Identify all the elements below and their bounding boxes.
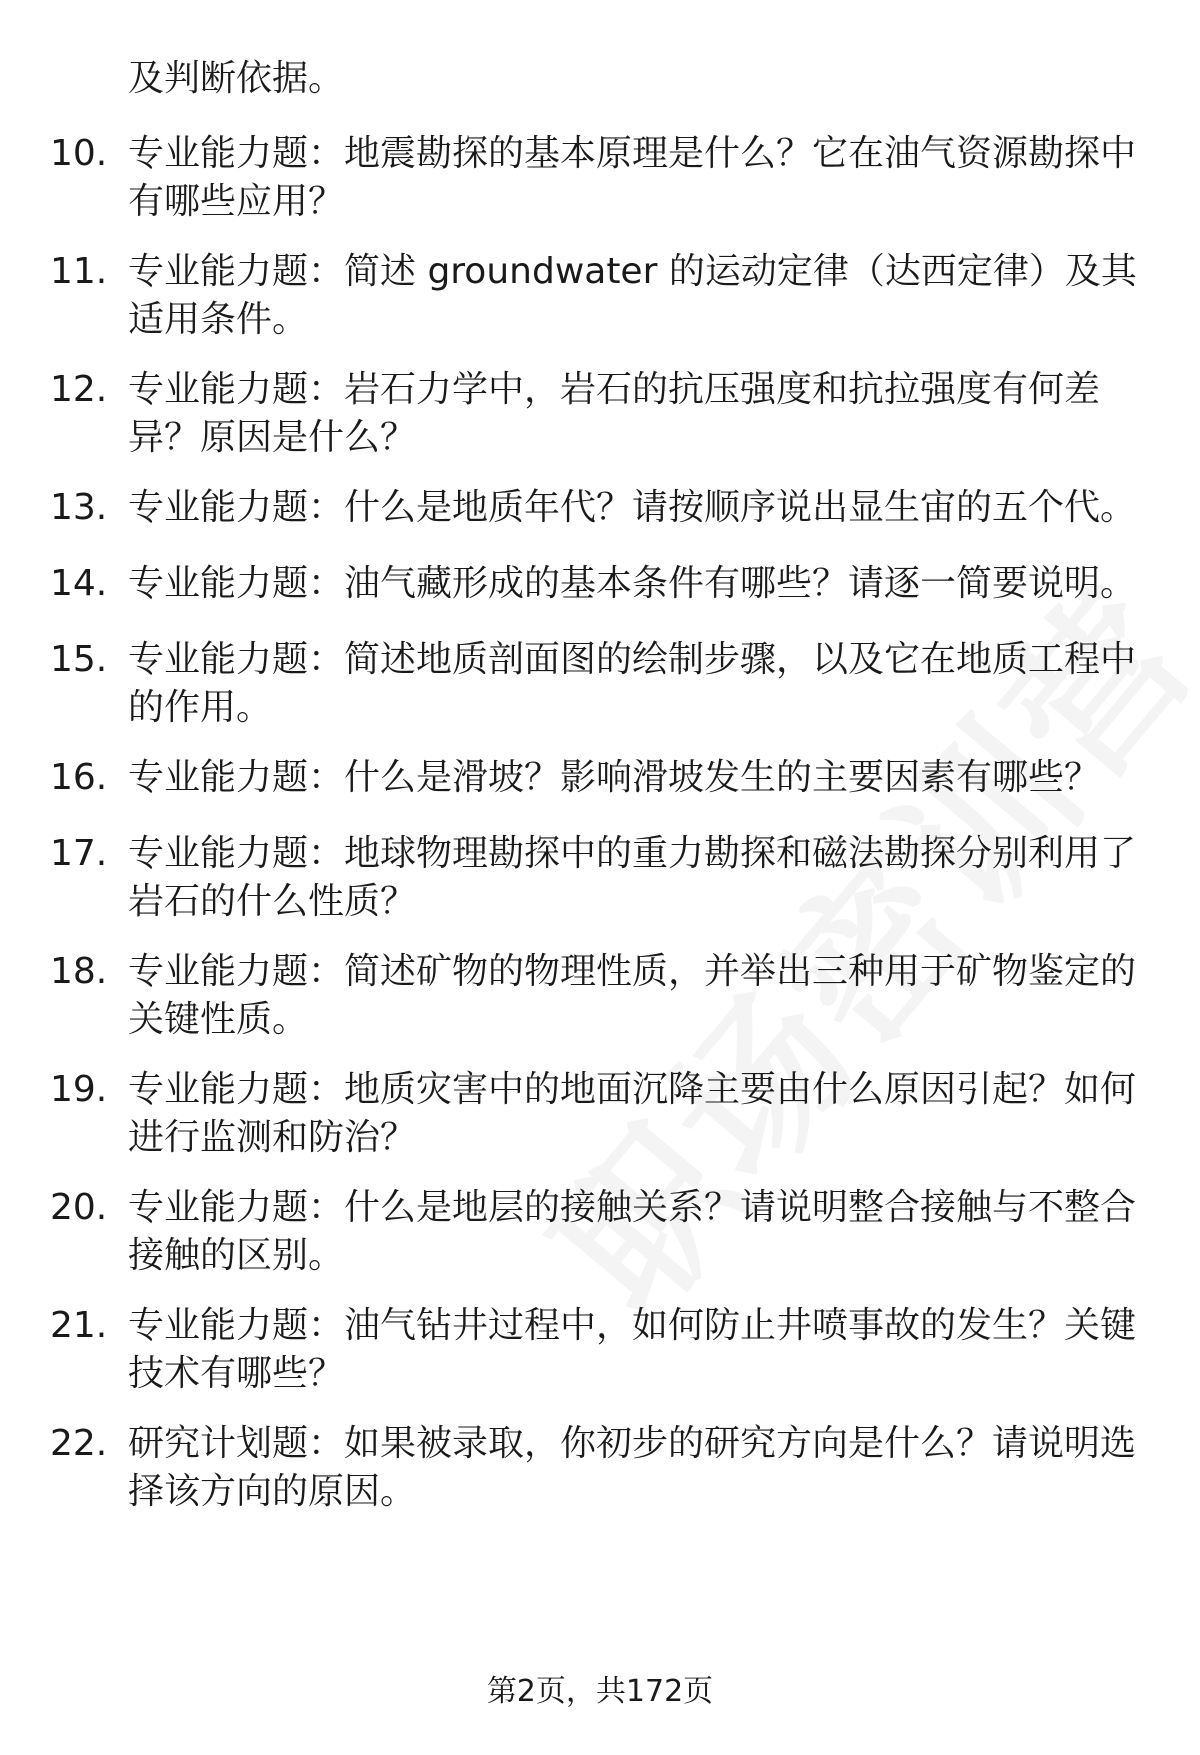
item-number: 19.: [50, 1069, 108, 1110]
item-text: 专业能力题：地震勘探的基本原理是什么？它在油气资源勘探中有哪些应用？: [128, 133, 1137, 222]
item-number: 16.: [50, 757, 108, 798]
item-text: 专业能力题：地质灾害中的地面沉降主要由什么原因引起？如何进行监测和防治？: [128, 1069, 1137, 1158]
item-number: 22.: [50, 1423, 108, 1464]
item-number: 21.: [50, 1305, 108, 1346]
item-text: 专业能力题：岩石力学中，岩石的抗压强度和抗拉强度有何差异？原因是什么？: [128, 369, 1101, 458]
item-text: 专业能力题：油气钻井过程中，如何防止井喷事故的发生？关键技术有哪些？: [128, 1305, 1137, 1394]
item-text: 专业能力题：地球物理勘探中的重力勘探和磁法勘探分别利用了岩石的什么性质？: [128, 833, 1137, 922]
item-text: 专业能力题：油气藏形成的基本条件有哪些？请逐一简要说明。: [128, 563, 1137, 604]
item-number: 12.: [50, 369, 108, 410]
continued-text: 及判断依据。: [128, 58, 345, 99]
item-text: 研究计划题：如果被录取，你初步的研究方向是什么？请说明选择该方向的原因。: [128, 1423, 1137, 1512]
item-number: 13.: [50, 487, 108, 528]
item-number: 11.: [50, 251, 108, 292]
item-text: 专业能力题：什么是滑坡？影响滑坡发生的主要因素有哪些？: [128, 757, 1101, 798]
item-number: 17.: [50, 833, 108, 874]
item-text: 专业能力题：简述地质剖面图的绘制步骤，以及它在地质工程中的作用。: [128, 639, 1137, 728]
item-number: 10.: [50, 133, 108, 174]
item-number: 18.: [50, 951, 108, 992]
item-text: 专业能力题：简述矿物的物理性质，并举出三种用于矿物鉴定的关键性质。: [128, 951, 1137, 1040]
item-number: 14.: [50, 563, 108, 604]
page-footer: 第2页，共172页: [486, 1674, 714, 1709]
item-number: 20.: [50, 1187, 108, 1228]
item-text: 专业能力题：什么是地质年代？请按顺序说出显生宙的五个代。: [128, 487, 1137, 528]
item-text: 专业能力题：简述 groundwater 的运动定律（达西定律）及其适用条件。: [128, 251, 1137, 340]
item-text: 专业能力题：什么是地层的接触关系？请说明整合接触与不整合接触的区别。: [128, 1187, 1137, 1276]
item-number: 15.: [50, 639, 108, 680]
